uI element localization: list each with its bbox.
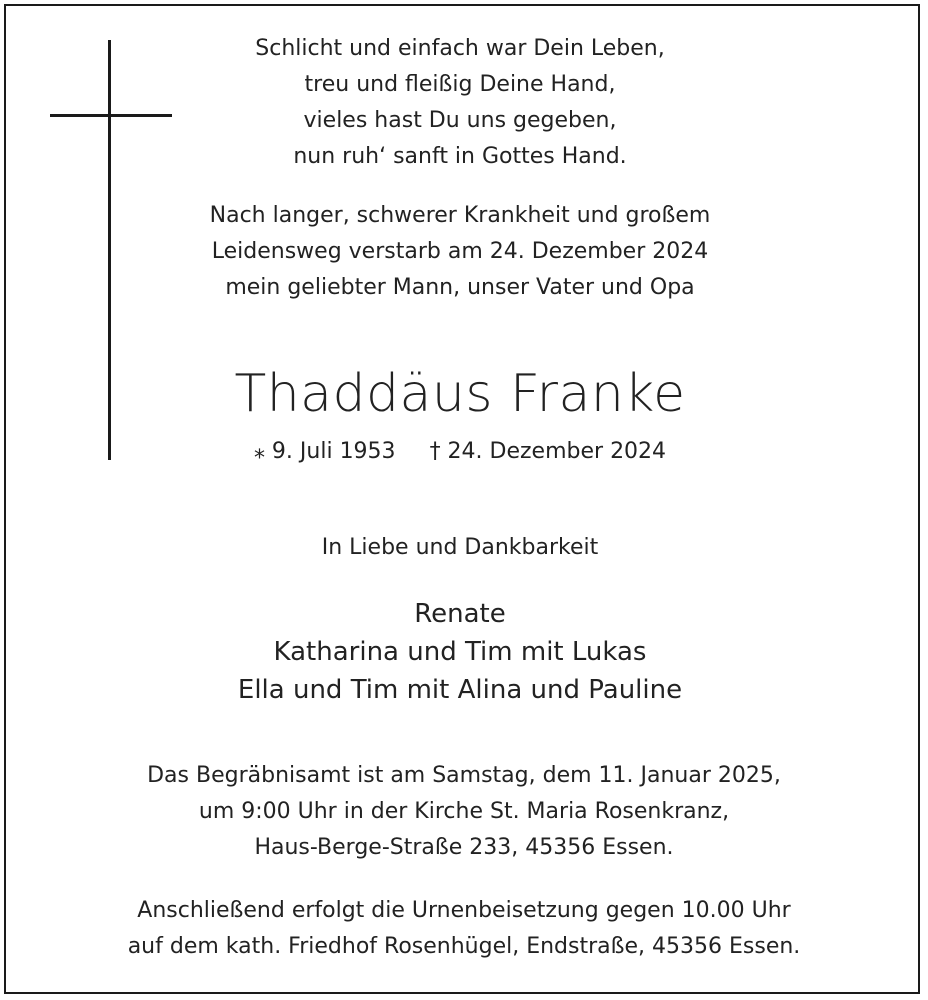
funeral-info bbox=[14, 758, 914, 866]
burial-info bbox=[14, 893, 914, 965]
burial-line: Anschließend erfolgt die Urnenbeisetzung gegen 10.00 Uhr bbox=[137, 898, 791, 923]
mourner: Renate bbox=[414, 599, 506, 629]
poem-line: treu und fleißig Deine Hand, bbox=[304, 72, 616, 97]
life-dates bbox=[60, 434, 860, 470]
death-date: † 24. Dezember 2024 bbox=[429, 439, 667, 464]
funeral-line: Das Begräbnisamt ist am Samstag, dem 11. Januar 2025, bbox=[147, 763, 781, 788]
birth-date: ⁎ 9. Juli 1953 bbox=[253, 439, 396, 464]
mourner: Katharina und Tim mit Lukas bbox=[273, 637, 647, 667]
poem bbox=[60, 31, 860, 175]
notice-line: Leidensweg verstarb am 24. Dezember 2024 bbox=[211, 239, 709, 264]
death-notice-text bbox=[60, 198, 860, 306]
closing-phrase bbox=[60, 530, 860, 566]
poem-line: nun ruh‘ sanft in Gottes Hand. bbox=[293, 144, 627, 169]
poem-line: Schlicht und einfach war Dein Leben, bbox=[255, 36, 665, 61]
funeral-line: Haus-Berge-Straße 233, 45356 Essen. bbox=[254, 835, 674, 860]
notice-line: mein geliebter Mann, unser Vater und Opa bbox=[225, 275, 695, 300]
poem-line: vieles hast Du uns gegeben, bbox=[303, 108, 617, 133]
burial-line: auf dem kath. Friedhof Rosenhügel, Endstraße, 45356 Essen. bbox=[127, 934, 801, 959]
mourners-list bbox=[60, 595, 860, 709]
notice-line: Nach langer, schwerer Krankheit und großem bbox=[209, 203, 711, 228]
deceased-name: Thaddäus Franke bbox=[234, 364, 686, 424]
mourner: Ella und Tim mit Alina und Pauline bbox=[237, 675, 683, 705]
closing-line: In Liebe und Dankbarkeit bbox=[321, 535, 599, 560]
funeral-line: um 9:00 Uhr in der Kirche St. Maria Rosenkranz, bbox=[198, 799, 730, 824]
